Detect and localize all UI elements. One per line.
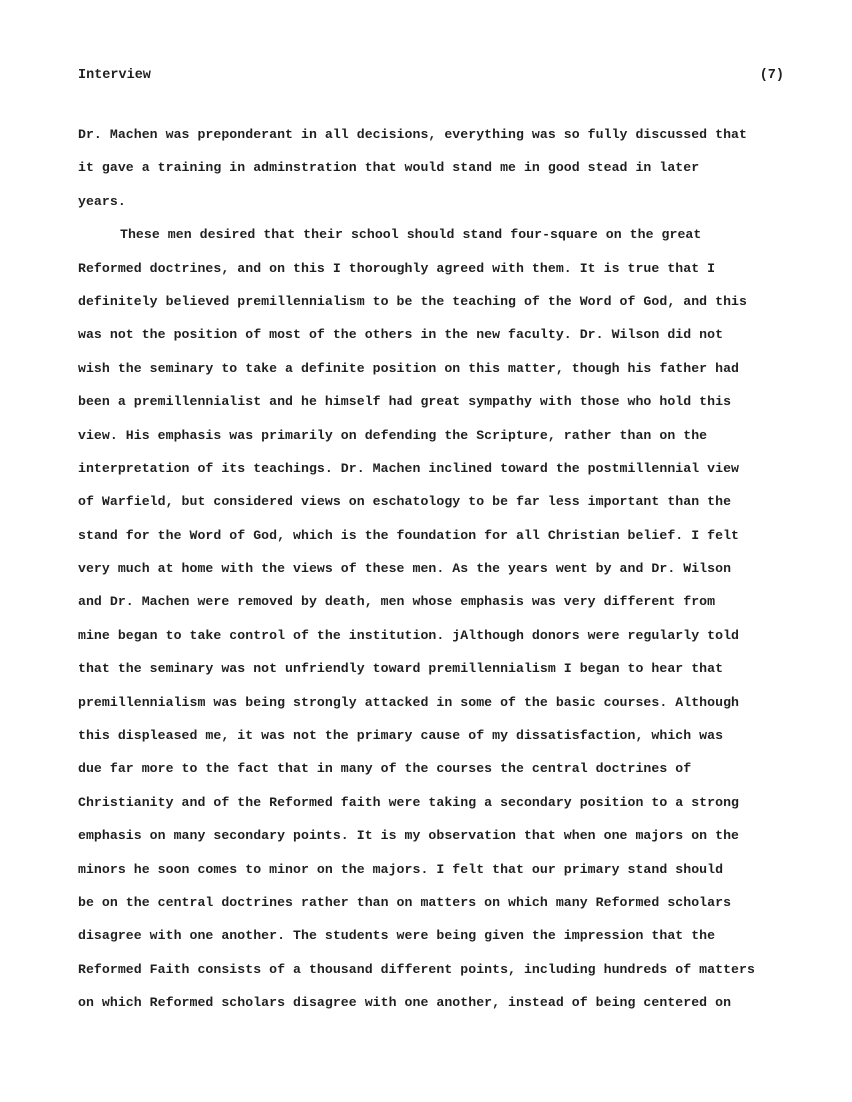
text-line: of Warfield, but considered views on eschatology to be far less important than the (78, 494, 732, 510)
text-line: Reformed Faith consists of a thousand different points, including hundreds of matters (78, 961, 755, 977)
document-title: Interview (78, 68, 151, 83)
text-line: due far more to the fact that in many of the courses the central doctrines of (78, 761, 692, 777)
text-line: be on the central doctrines rather than on matters on which many Reformed scholars (78, 894, 732, 910)
paragraph-start-line: These men desired that their school should stand four-square on the great (120, 227, 702, 243)
text-line: mine began to take control of the institution. jAlthough donors were regularly told (78, 627, 739, 643)
text-line: Reformed doctrines, and on this I thoroughly agreed with them. It is true that I (78, 260, 716, 276)
page-header (78, 68, 784, 90)
text-line: very much at home with the views of these men. As the years went by and Dr. Wilson (78, 561, 732, 577)
text-line: was not the position of most of the others in the new faculty. Dr. Wilson did not (78, 327, 724, 343)
text-line: disagree with one another. The students were being given the impression that the (78, 928, 716, 944)
text-line: premillennialism was being strongly attacked in some of the basic courses. Although (78, 694, 739, 710)
text-line: minors he soon comes to minor on the majors. I felt that our primary stand should (78, 861, 724, 877)
text-line: and Dr. Machen were removed by death, men whose emphasis was very different from (78, 594, 716, 610)
text-line: interpretation of its teachings. Dr. Machen inclined toward the postmillennial view (78, 460, 739, 476)
text-line: stand for the Word of God, which is the foundation for all Christian belief. I felt (78, 527, 739, 543)
text-line: on which Reformed scholars disagree with one another, instead of being centered on (78, 995, 732, 1011)
text-line: view. His emphasis was primarily on defending the Scripture, rather than on the (78, 427, 708, 443)
text-line: it gave a training in adminstration that would stand me in good stead in later (78, 160, 700, 176)
page-number: (7) (759, 68, 784, 83)
body-text (78, 118, 798, 1020)
text-line: years. (78, 193, 126, 209)
text-line: definitely believed premillennialism to be the teaching of the Word of God, and this (78, 293, 747, 309)
text-line: been a premillennialist and he himself had great sympathy with those who hold this (78, 394, 732, 410)
text-line: emphasis on many secondary points. It is my observation that when one majors on the (78, 828, 739, 844)
text-line: Dr. Machen was preponderant in all decisions, everything was so fully discussed that (78, 127, 747, 142)
text-line: that the seminary was not unfriendly toward premillennialism I began to hear that (78, 661, 724, 677)
text-line: this displeased me, it was not the primary cause of my dissatisfaction, which was (78, 728, 724, 744)
text-line: wish the seminary to take a definite position on this matter, though his father had (78, 360, 739, 376)
text-line: Christianity and of the Reformed faith were taking a secondary position to a strong (78, 794, 739, 810)
